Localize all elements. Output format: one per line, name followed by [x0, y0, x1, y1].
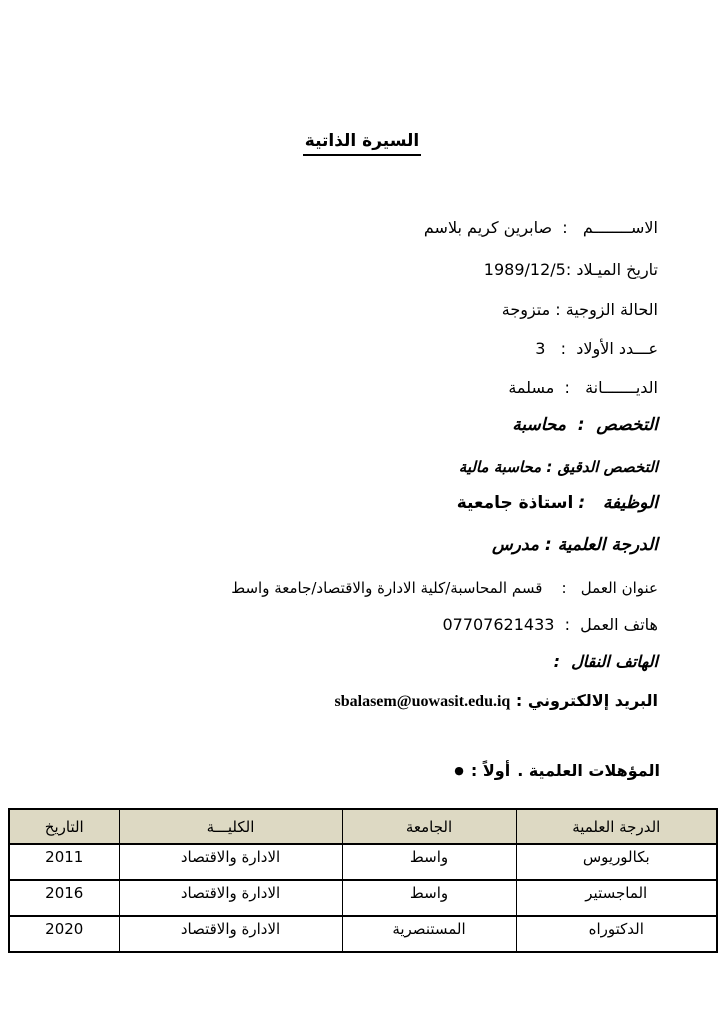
- table-cell-university: المستنصرية: [342, 916, 516, 952]
- table-header-date: التاريخ: [9, 809, 119, 844]
- table-header-row: [9, 809, 717, 844]
- field-sub-specialty: التخصص الدقيق : محاسبة مالية: [458, 458, 658, 476]
- qualifications-table: [8, 808, 718, 953]
- table-header-college: الكليـــة: [119, 809, 342, 844]
- table-cell-college: الادارة والاقتصاد: [119, 880, 342, 916]
- table-cell-degree: بكالوريوس: [516, 844, 717, 880]
- table-cell-college: الادارة والاقتصاد: [119, 844, 342, 880]
- field-name: الاســــــــم : صابرين كريم بلاسم: [423, 218, 658, 237]
- field-work-phone: هاتف العمل : 07707621433: [442, 615, 658, 634]
- table-cell-university: واسط: [342, 844, 516, 880]
- field-children-count: عـــدد الأولاد : 3: [535, 339, 658, 358]
- field-job: [457, 492, 658, 514]
- field-email: [335, 690, 659, 713]
- field-email-value: sbalasem@uowasit.edu.iq: [334, 693, 511, 710]
- table-cell-date: 2016: [9, 880, 119, 916]
- field-marital-status: الحالة الزوجية : متزوجة: [501, 300, 658, 319]
- table-cell-date: 2011: [9, 844, 119, 880]
- bullet-icon: ●: [454, 763, 464, 777]
- field-job-label: الوظيفة :: [578, 493, 658, 513]
- field-email-label: البريد إلالكتروني :: [515, 691, 658, 710]
- section-heading-label: المؤهلات العلمية .: [517, 761, 660, 780]
- section-heading-qualifications: [454, 761, 660, 780]
- table-cell-university: واسط: [342, 880, 516, 916]
- table-row: [9, 916, 717, 952]
- field-specialty: التخصص : محاسبة: [512, 415, 658, 435]
- field-religion: الديـــــــانة : مسلمة: [508, 378, 658, 397]
- table-header-university: الجامعة: [342, 809, 516, 844]
- field-birth-date: تاريخ الميـلاد :1989/12/5: [483, 260, 658, 279]
- field-work-address: عنوان العمل : قسم المحاسبة/كلية الادارة والاقتصاد/جامعة واسط: [231, 579, 658, 597]
- table-cell-degree: الماجستير: [516, 880, 717, 916]
- table-row: [9, 880, 717, 916]
- field-academic-degree: الدرجة العلمية : مدرس: [491, 535, 658, 555]
- field-mobile-phone: الهاتف النقال :: [553, 652, 658, 671]
- table-cell-college: الادارة والاقتصاد: [119, 916, 342, 952]
- field-job-value: استاذة جامعية: [456, 493, 574, 513]
- page-title-text: السيرة الذاتية: [303, 131, 421, 156]
- table-header-degree: الدرجة العلمية: [516, 809, 717, 844]
- table-row: [9, 844, 717, 880]
- table-cell-degree: الدكتوراه: [516, 916, 717, 952]
- section-heading-ordinal: أولاً :: [470, 761, 511, 780]
- page-title: [0, 131, 724, 151]
- table-cell-date: 2020: [9, 916, 119, 952]
